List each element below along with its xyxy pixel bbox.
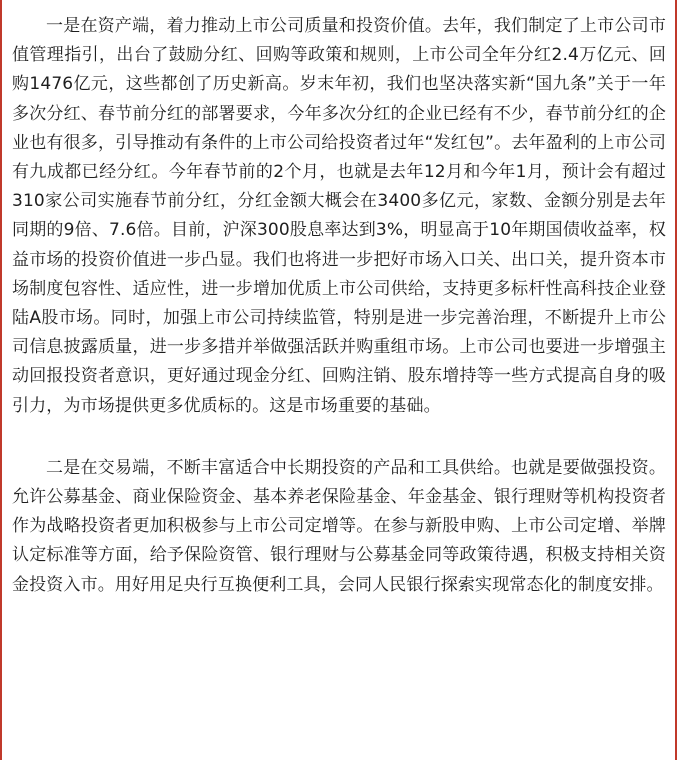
page-border-left xyxy=(0,0,2,760)
paragraph-asset-side: 一是在资产端，着力推动上市公司质量和投资价值。去年，我们制定了上市公司市值管理指引，出台了鼓励分红、回购等政策和规则，上市公司全年分红2.4万亿元、回购1476亿元，这些都创了历史新高。岁末年初，我们也坚决落实新“国九条”关于一年多次分红、春节前分红的部署要求，今年多次分红的企业已经有不少，春节前分红的企业也有很多，引导推动有条件的上市公司给投资者过年“发红包”。去年盈利的上市公司有九成都已经分红。今年春节前的2个月，也就是去年12月和今年1月，预计会有超过310家公司实施春节前分红，分红金额大概会在3400多亿元，家数、金额分别是去年同期的9倍、7.6倍。目前，沪深300股息率达到3%，明显高于10年期国债收益率，权益市场的投资价值进一步凸显。我们也将进一步把好市场入口关、出口关，提升资本市场制度包容性、适应性，进一步增加优质上市公司供给，支持更多标杆性高科技企业登陆A股市场。同时，加强上市公司持续监管，特别是进一步完善治理，不断提升上市公司信息披露质量，进一步多措并举做强活跃并购重组市场。上市公司也要进一步增强主动回报投资者意识，更好通过现金分红、回购注销、股东增持等一些方式提高自身的吸引力，为市场提供更多优质标的。这是市场重要的基础。 xyxy=(12,16,666,416)
paragraph-trading-side: 二是在交易端，不断丰富适合中长期投资的产品和工具供给。也就是要做强投资。允许公募基金、商业保险资金、基本养老保险基金、年金基金、银行理财等机构投资者作为战略投资者更加积极参与上市公司定增等。在参与新股申购、上市公司定增、举牌认定标准等方面，给予保险资管、银行理财与公募基金同等政策待遇，积极支持相关资金投资入市。用好用足央行互换便利工具，会同人民银行探索实现常态化的制度安排。 xyxy=(12,457,666,595)
article-body xyxy=(12,12,666,600)
